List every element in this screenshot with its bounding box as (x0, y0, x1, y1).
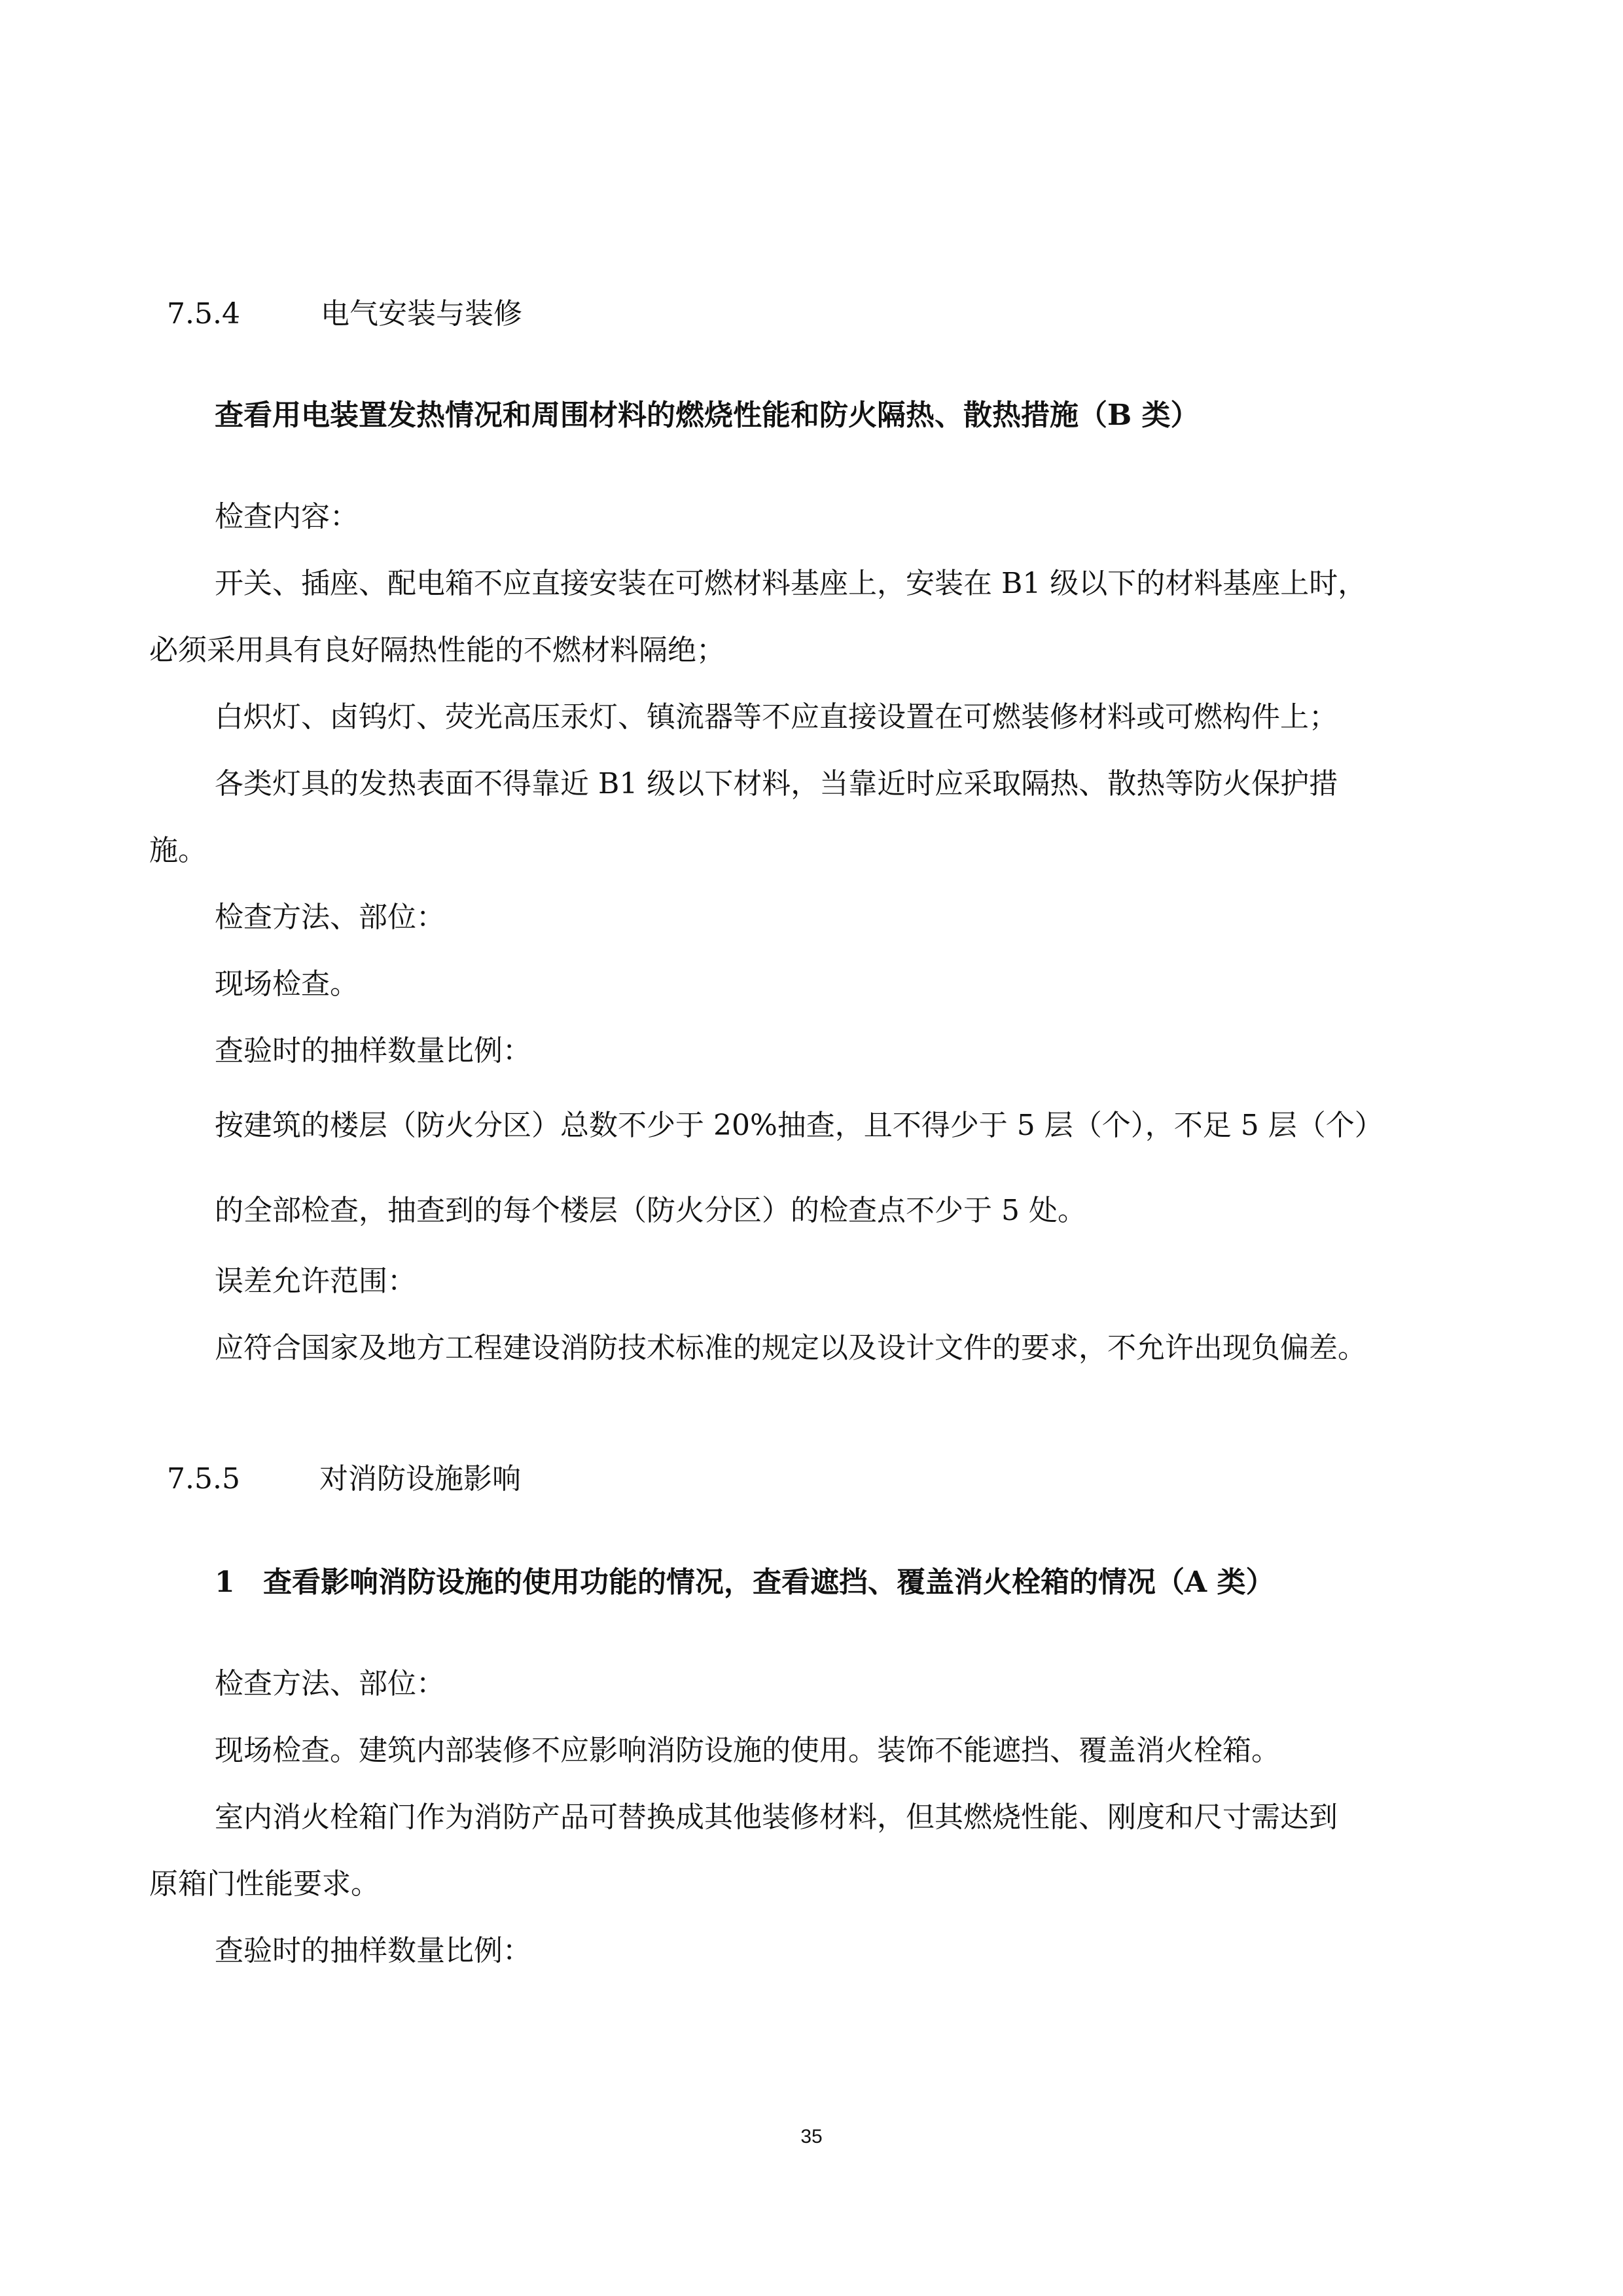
paragraph-line: 的全部检查，抽查到的每个楼层（防火分区）的检查点不少于 5 处。 (215, 1194, 1086, 1227)
subheading: 查看影响消防设施的使用功能的情况，查看遮挡、覆盖消火栓箱的情况（A 类） (263, 1566, 1275, 1599)
subheading-number: 1 (215, 1566, 235, 1599)
paragraph-line: 检查方法、部位： (215, 901, 445, 934)
section-title: 对消防设施影响 (319, 1462, 521, 1496)
paragraph-line: 各类灯具的发热表面不得靠近 B1 级以下材料，当靠近时应采取隔热、散热等防火保护措 (215, 767, 1338, 800)
section-number: 7.5.5 (167, 1462, 240, 1496)
section-number: 7.5.4 (167, 297, 240, 331)
paragraph-line: 查验时的抽样数量比例： (215, 1934, 531, 1967)
paragraph-line: 现场检查。 (215, 967, 359, 1001)
paragraph-line: 室内消火栓箱门作为消防产品可替换成其他装修材料，但其燃烧性能、刚度和尺寸需达到 (215, 1801, 1338, 1834)
paragraph-line: 应符合国家及地方工程建设消防技术标准的规定以及设计文件的要求，不允许出现负偏差。 (215, 1331, 1366, 1365)
section-title: 电气安装与装修 (321, 297, 522, 331)
paragraph-line: 必须采用具有良好隔热性能的不燃材料隔绝； (149, 634, 725, 667)
paragraph-line: 查验时的抽样数量比例： (215, 1034, 531, 1067)
paragraph-line: 检查方法、部位： (215, 1667, 445, 1700)
paragraph-line: 开关、插座、配电箱不应直接安装在可燃材料基座上，安装在 B1 级以下的材料基座上时， (215, 567, 1367, 600)
paragraph-line: 施。 (149, 834, 207, 867)
paragraph-line: 原箱门性能要求。 (149, 1867, 380, 1901)
page-number: 35 (800, 2126, 823, 2147)
paragraph-line: 误差允许范围： (215, 1265, 416, 1298)
subheading: 查看用电装置发热情况和周围材料的燃烧性能和防火隔热、散热措施（B 类） (215, 399, 1200, 432)
paragraph-line: 白炽灯、卤钨灯、荧光高压汞灯、镇流器等不应直接设置在可燃装修材料或可燃构件上； (215, 700, 1338, 734)
paragraph-line: 检查内容： (215, 500, 359, 533)
paragraph-line: 现场检查。建筑内部装修不应影响消防设施的使用。装饰不能遮挡、覆盖消火栓箱。 (215, 1734, 1280, 1767)
paragraph-line: 按建筑的楼层（防火分区）总数不少于 20%抽查，且不得少于 5 层（个），不足 5 层（个） (215, 1109, 1383, 1142)
